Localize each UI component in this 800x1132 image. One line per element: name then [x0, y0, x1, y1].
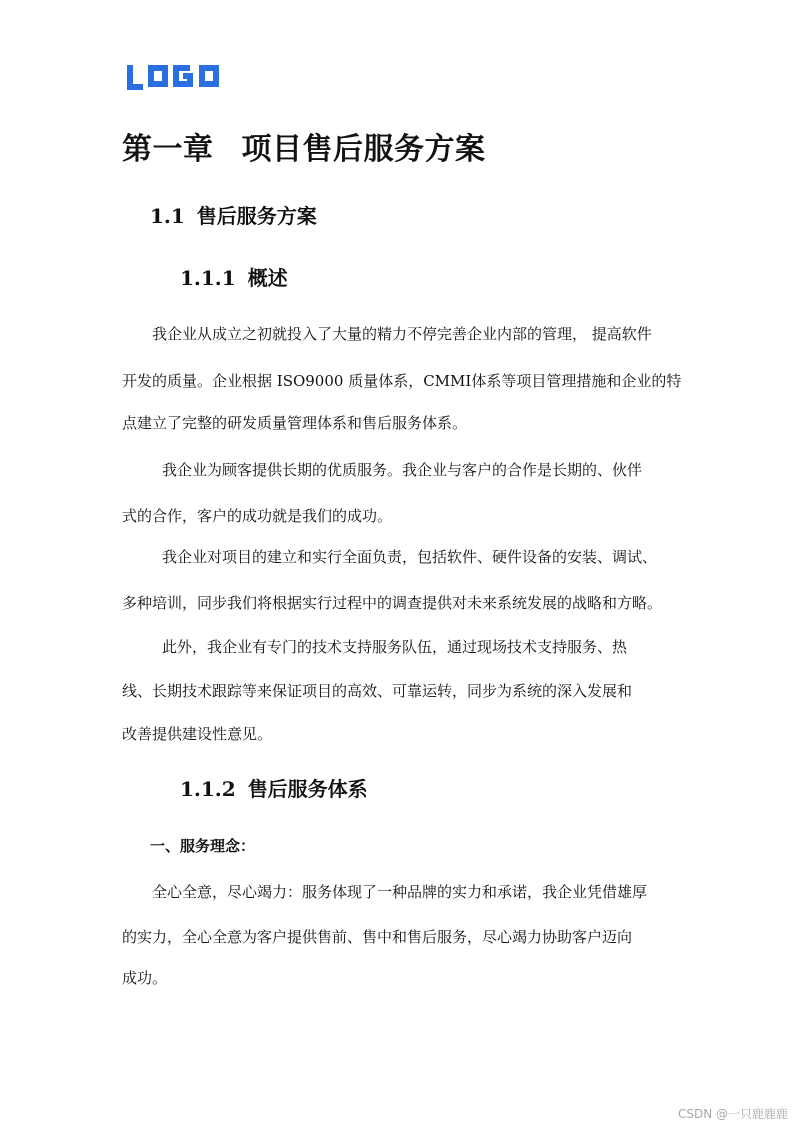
section-title: 概述 — [247, 266, 288, 290]
paragraph-line: 多种培训，同步我们将根据实行过程中的调查提供对未来系统发展的战略和方略。 — [122, 594, 663, 612]
paragraph-line: 此外，我企业有专门的技术支持服务队伍，通过现场技术支持服务、热 — [162, 638, 628, 656]
paragraph-line: 成功。 — [122, 969, 168, 987]
chapter-title: 项目售后服务方案 — [241, 132, 486, 167]
section-title: 售后服务体系 — [247, 777, 368, 801]
section-title: 售后服务方案 — [196, 204, 317, 228]
subheading-service-concept: 一、服务理念： — [150, 837, 256, 855]
section-number: 1.1.1 — [180, 266, 236, 290]
paragraph-line: 全心全意，尽心竭力：服务体现了一种品牌的实力和承诺，我企业凭借雄厚 — [152, 883, 648, 901]
section-number: 1.1.2 — [180, 777, 236, 801]
paragraph-line: 点建立了完整的研发质量管理体系和售后服务体系。 — [122, 414, 468, 432]
chapter-heading — [122, 124, 486, 168]
paragraph-line: 我企业为顾客提供长期的优质服务。我企业与客户的合作是长期的、伙伴 — [162, 461, 643, 479]
section-number: 1.1 — [150, 204, 185, 228]
section-1-1-heading — [150, 200, 317, 229]
section-1-1-1-heading — [180, 262, 288, 291]
paragraph-line: 式的合作，客户的成功就是我们的成功。 — [122, 507, 393, 525]
paragraph-line: 我企业从成立之初就投入了大量的精力不停完善企业内部的管理， 提高软件 — [152, 325, 652, 343]
section-1-1-2-heading — [180, 773, 368, 802]
watermark-text: CSDN @一只鹿鹿鹿 — [677, 1107, 788, 1121]
paragraph-line: 线、长期技术跟踪等来保证项目的高效、可靠运转，同步为系统的深入发展和 — [122, 682, 633, 700]
paragraph-line: 的实力，全心全意为客户提供售前、售中和售后服务，尽心竭力协助客户迈向 — [122, 928, 633, 946]
paragraph-line: 改善提供建设性意见。 — [122, 725, 273, 743]
paragraph-line: 开发的质量。企业根据 ISO9000 质量体系，CMMI体系等项目管理措施和企业的特 — [122, 372, 682, 390]
chapter-number: 第一章 — [122, 132, 214, 167]
paragraph-line: 我企业对项目的建立和实行全面负责，包括软件、硬件设备的安装、调试、 — [162, 548, 658, 566]
logo — [124, 60, 224, 96]
